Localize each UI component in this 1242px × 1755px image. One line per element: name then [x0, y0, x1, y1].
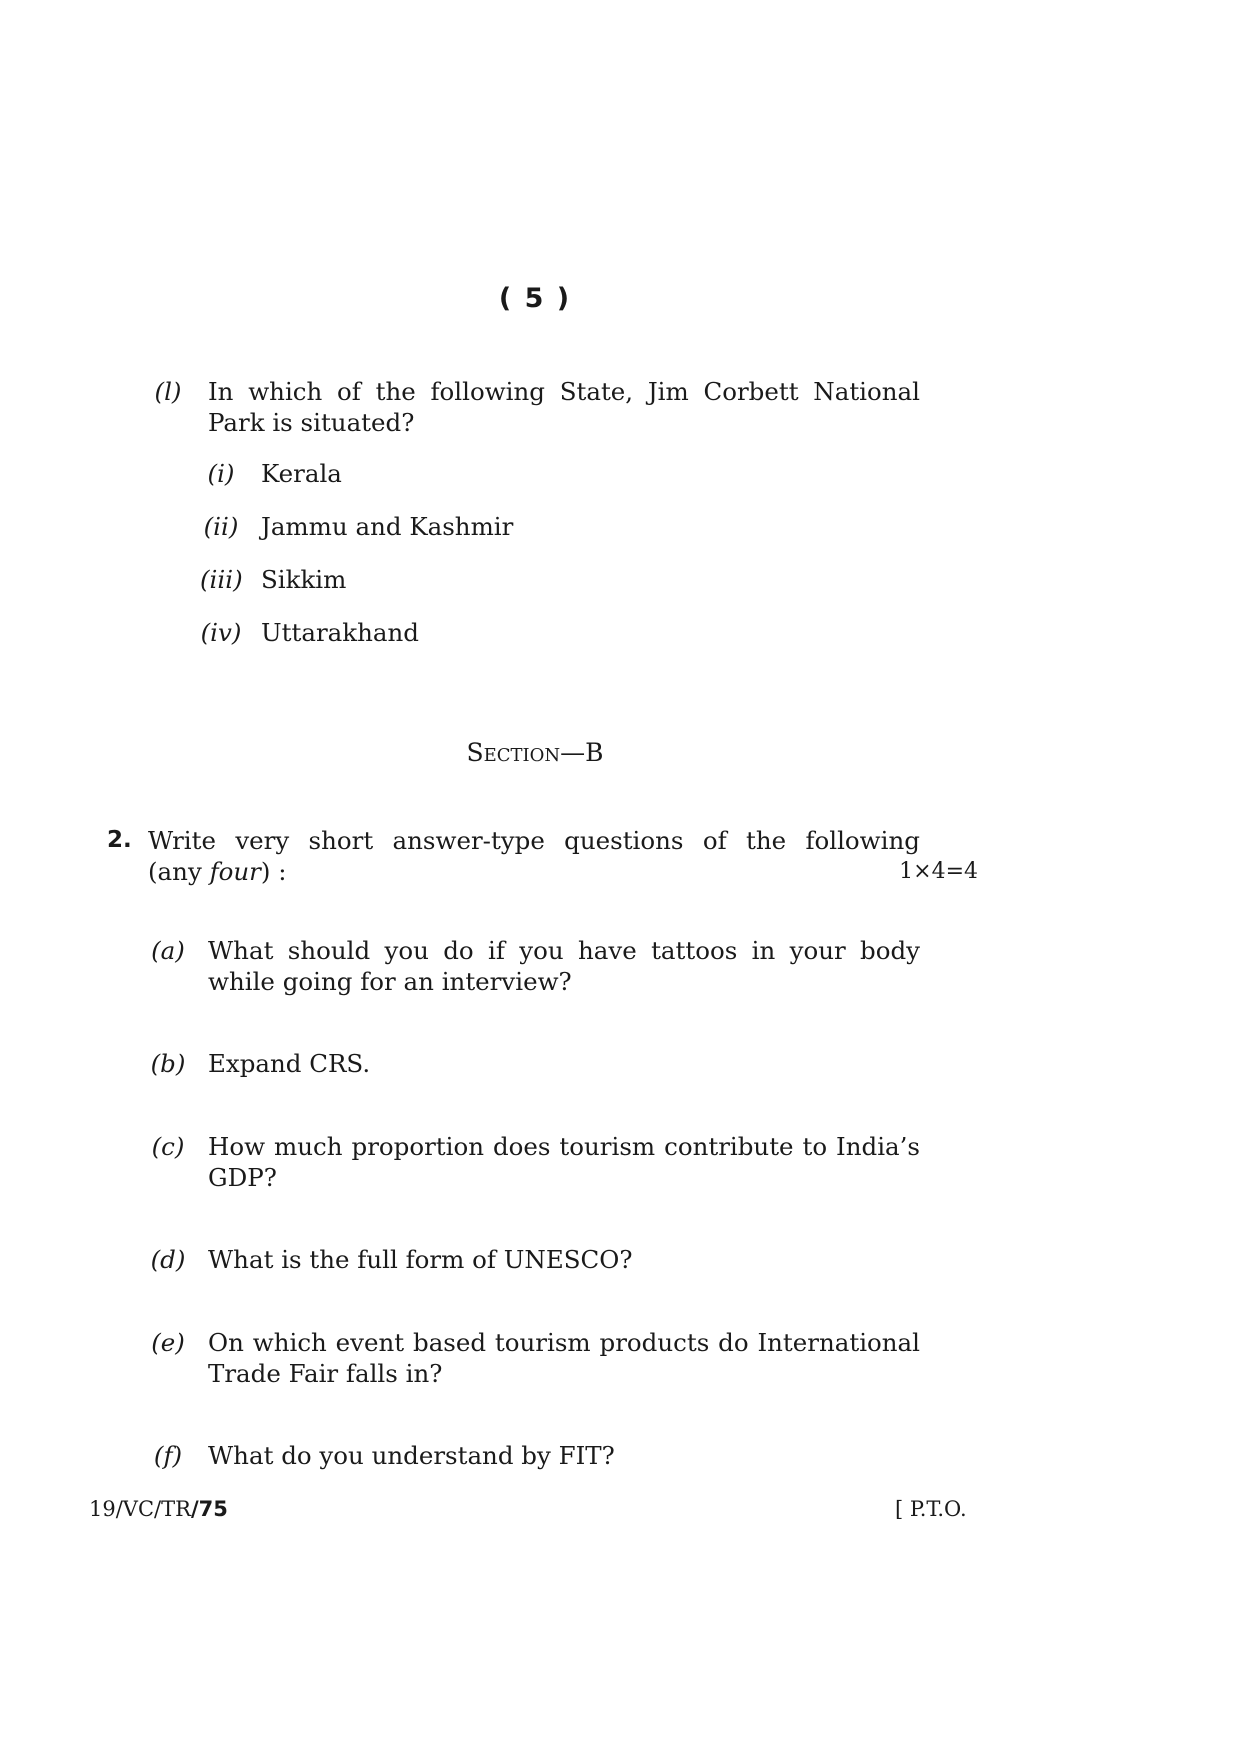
- word: short: [308, 826, 374, 855]
- question-l: [150, 376, 920, 438]
- section-dash: —: [560, 738, 586, 767]
- option-label: (ii): [203, 512, 239, 541]
- section-letter: B: [585, 738, 604, 767]
- option-text: Jammu and Kashmir: [261, 512, 514, 541]
- subquestion-e: [150, 1327, 920, 1389]
- paper-code: [89, 1497, 228, 1521]
- page-number: ( 5 ): [498, 283, 572, 314]
- word: questions: [564, 826, 684, 855]
- paper-code-prefix: 19/VC/TR: [89, 1497, 191, 1521]
- instruction-suffix: ) :: [260, 857, 287, 886]
- question-2-instruction-cont: [148, 856, 978, 887]
- word: very: [235, 826, 290, 855]
- word: Write: [148, 826, 216, 855]
- word: of: [702, 826, 727, 855]
- subquestion-label: (e): [151, 1328, 185, 1357]
- subquestion-label: (b): [150, 1049, 186, 1078]
- option-label: (iv): [200, 618, 242, 647]
- subquestion-text: On which event based tourism products do International Trade Fair falls in?: [208, 1328, 920, 1388]
- section-heading: [0, 738, 1070, 767]
- instruction-italic: four: [209, 857, 261, 886]
- option-label: (iii): [200, 565, 243, 594]
- option-ii: [200, 511, 513, 542]
- subquestion-text: How much proportion does tourism contribute to India’s GDP?: [208, 1132, 920, 1192]
- word: the: [745, 826, 787, 855]
- option-i: [200, 458, 342, 489]
- subquestion-b: [150, 1048, 920, 1079]
- option-iii: [200, 564, 346, 595]
- instruction-prefix: (any: [148, 857, 210, 886]
- question-text: In which of the following State, Jim Corbett National Park is situated?: [208, 377, 920, 437]
- subquestion-f: [150, 1440, 920, 1471]
- subquestion-label: (f): [153, 1441, 183, 1470]
- subquestion-text: What do you understand by FIT?: [208, 1441, 615, 1470]
- option-iv: [200, 617, 419, 648]
- subquestion-text: What should you do if you have tattoos in your body while going for an interview?: [208, 936, 920, 996]
- question-number: 2.: [107, 827, 132, 853]
- subquestion-d: [150, 1244, 920, 1275]
- question-label: (l): [154, 377, 182, 406]
- question-2: [107, 825, 978, 887]
- option-text: Kerala: [261, 459, 342, 488]
- subquestion-label: (c): [151, 1132, 185, 1161]
- marks: 1×4=4: [899, 859, 978, 884]
- question-2-instruction: [148, 825, 920, 856]
- word: following: [805, 826, 920, 855]
- section-word: Section: [466, 738, 561, 767]
- word: answer-type: [392, 826, 545, 855]
- subquestion-label: (a): [151, 936, 185, 965]
- please-turn-over: [ P.T.O.: [895, 1497, 967, 1521]
- subquestion-text: What is the full form of UNESCO?: [208, 1245, 633, 1274]
- subquestion-text: Expand CRS.: [208, 1049, 371, 1078]
- option-label: (i): [207, 459, 235, 488]
- subquestion-a: [150, 935, 920, 997]
- option-text: Uttarakhand: [261, 618, 419, 647]
- paper-code-number: /75: [190, 1497, 228, 1521]
- subquestion-label: (d): [150, 1245, 186, 1274]
- subquestion-c: [150, 1131, 920, 1193]
- option-text: Sikkim: [261, 565, 347, 594]
